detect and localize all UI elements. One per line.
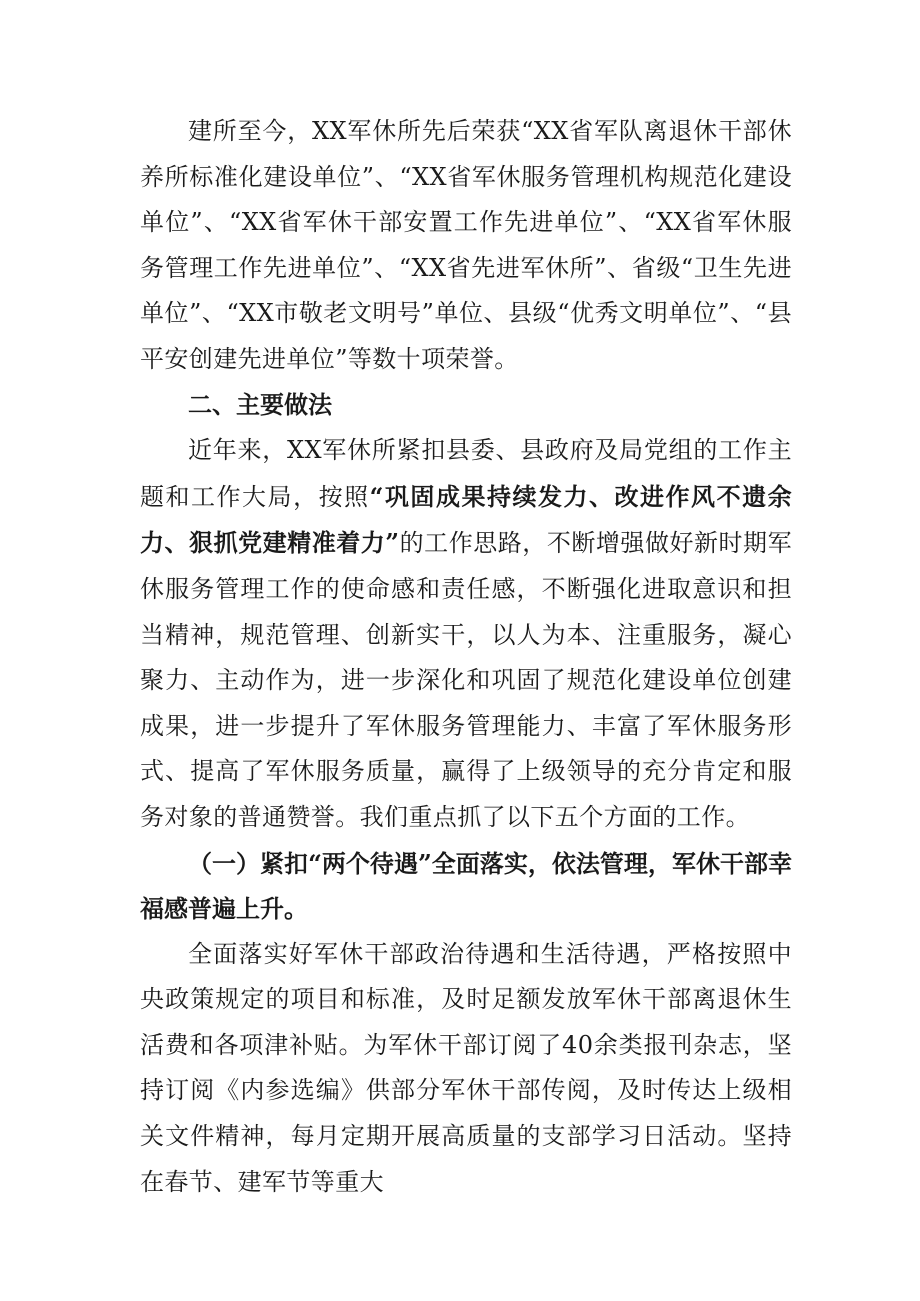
overview-text-end: 的工作思路，不断增强做好新时期军休服务管理工作的使命感和责任感，不断强化进取意识和担当精神，规范管理、创新实干，以人为本、注重服务，凝心聚力、主动作为，进一步深化和巩固了规范化建设单位创建成果，进一步提升了军休服务管理能力、丰富了军休服务形式、提高了军休服务质量，赢得了上级领导的充分肯定和服务对象的普通赞誉。我们重点抓了以下五个方面的工作。	[140, 529, 792, 831]
paragraph-honors: 建所至今，XX军休所先后荣获“XX省军队离退休干部休养所标准化建设单位”、“XX省军休服务管理机构规范化建设单位”、“XX省军休干部安置工作先进单位”、“XX省军休服务管理工作先进单位”、“XX省先进军休所”、省级“卫生先进单位”、“XX市敬老文明号”单位、县级“优秀文明单位”、“县平安创建先进单位”等数十项荣誉。	[140, 117, 792, 373]
section-heading-main-practices: 二、主要做法	[188, 390, 332, 419]
subsection-heading-1: （一）紧扣“两个待遇”全面落实，依法管理，军休干部幸福感普遍上升。	[140, 848, 792, 924]
overview-text-start: 近年来，XX军休所紧扣县委、县政府及局党组的工作主题和工作大局，按照	[140, 436, 792, 511]
paragraph-overview	[140, 428, 792, 840]
paragraph-treatment: 全面落实好军休干部政治待遇和生活待遇，严格按照中央政策规定的项目和标准，及时足额发放军休干部离退休生活费和各项津补贴。为军休干部订阅了40余类报刊杂志，坚持订阅《内参选编》供部分军休干部传阅，及时传达上级相关文件精神，每月定期开展高质量的支部学习日活动。坚持在春节、建军节等重大	[140, 939, 792, 1196]
document-page	[140, 109, 792, 1205]
overview-bold-slogan: “巩固成果持续发力、改进作风不遗余力、狠抓党建精准着力”	[140, 481, 792, 558]
